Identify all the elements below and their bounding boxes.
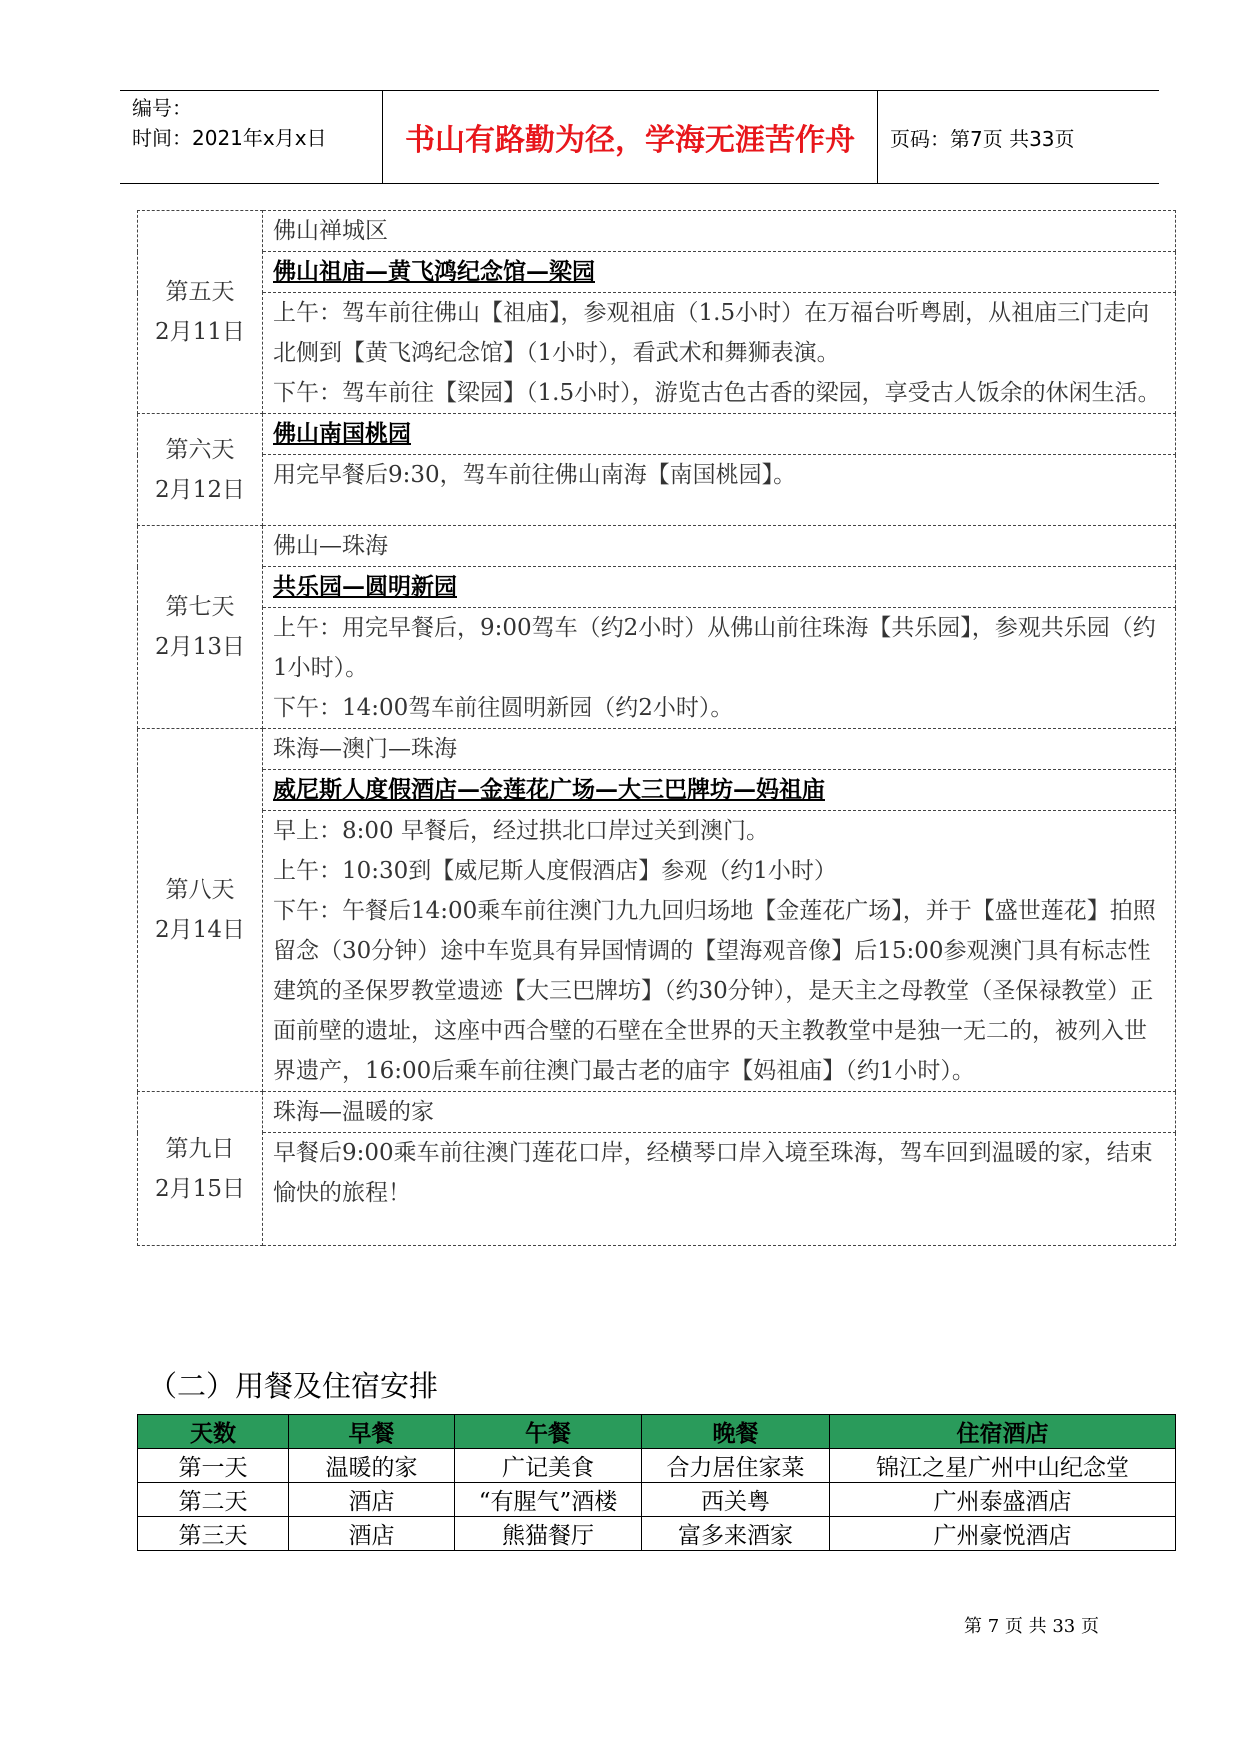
day-label: 第九日 (165, 1135, 235, 1162)
cell-breakfast: 酒店 (289, 1517, 455, 1551)
itinerary-table (137, 210, 1176, 1246)
cell-breakfast: 酒店 (289, 1483, 455, 1517)
detail-line: 下午：午餐后14:00乘车前往澳门九九回归场地【金莲花广场】，并于【盛世莲花】拍照留念（30分钟）途中车览具有异国情调的【望海观音像】后15:00参观澳门具有标志性建筑的圣保罗教堂遗迹【大三巴牌坊】（约30分钟），是天主之母教堂（圣保禄教堂）正面前壁的遗址，这座中西合璧的石壁在全世界的天主教教堂中是独一无二的，被列入世界遗产，16:00后乘车前往澳门最古老的庙宇【妈祖庙】（约1小时）。 (273, 898, 1156, 1084)
day-label: 第五天 (165, 279, 235, 305)
header-motto: 书山有路勤为径，学海无涯苦作舟 (382, 91, 878, 183)
table-row (138, 608, 1176, 729)
day-label: 第七天 (165, 594, 235, 620)
cell-lunch: “有腥气”酒楼 (455, 1483, 642, 1517)
detail-line: 上午：用完早餐后，9:00驾车（约2小时）从佛山前往珠海【共乐园】，参观共乐园（约1小时）。 (273, 615, 1156, 681)
table-row (138, 1517, 1176, 1551)
table-row (138, 455, 1176, 526)
cell-lunch: 广记美食 (455, 1449, 642, 1483)
page-header (120, 90, 1159, 184)
route-cell: 共乐园—圆明新园 (263, 567, 1176, 608)
cell-dinner: 西关粤 (642, 1483, 830, 1517)
details-cell (263, 811, 1176, 1092)
table-row (138, 567, 1176, 608)
day-label: 第八天 (165, 877, 235, 903)
table-row (138, 1092, 1176, 1133)
col-header-breakfast: 早餐 (289, 1415, 455, 1449)
details-cell (263, 608, 1176, 729)
day-cell (138, 729, 263, 1092)
table-row (138, 1133, 1176, 1246)
day-cell (138, 1092, 263, 1246)
detail-line: 上午：10:30到【威尼斯人度假酒店】参观（约1小时） (273, 858, 837, 884)
route-cell: 佛山南国桃园 (263, 414, 1176, 455)
cell-day: 第二天 (138, 1483, 289, 1517)
route-cell: 佛山祖庙—黄飞鸿纪念馆—梁园 (263, 252, 1176, 293)
table-row (138, 526, 1176, 567)
detail-line: 下午：驾车前往【梁园】（1.5小时），游览古色古香的梁园，享受古人饭余的休闲生活。 (273, 380, 1161, 406)
details-cell (263, 455, 1176, 526)
table-row (138, 211, 1176, 252)
region-cell: 佛山禅城区 (263, 211, 1176, 252)
day-cell (138, 526, 263, 729)
cell-dinner: 合力居住家菜 (642, 1449, 830, 1483)
meal-header-row (138, 1415, 1176, 1449)
day-date: 2月15日 (155, 1175, 245, 1202)
cell-hotel: 广州豪悦酒店 (830, 1517, 1176, 1551)
document-time: 时间：2021年x月x日 (132, 126, 327, 150)
day-date: 2月11日 (155, 319, 245, 345)
day-date: 2月12日 (155, 476, 245, 503)
table-row (138, 729, 1176, 770)
page-footer: 第 7 页 共 33 页 (964, 1616, 1099, 1637)
col-header-days: 天数 (138, 1415, 289, 1449)
cell-lunch: 熊猫餐厅 (455, 1517, 642, 1551)
col-header-dinner: 晚餐 (642, 1415, 830, 1449)
day-cell (138, 414, 263, 526)
cell-hotel: 广州泰盛酒店 (830, 1483, 1176, 1517)
detail-line: 用完早餐后9:30，驾车前往佛山南海【南国桃园】。 (273, 462, 797, 488)
details-cell (263, 293, 1176, 414)
cell-day: 第三天 (138, 1517, 289, 1551)
table-row (138, 293, 1176, 414)
meal-table (137, 1414, 1176, 1551)
region-cell: 佛山—珠海 (263, 526, 1176, 567)
day-label: 第六天 (165, 436, 235, 463)
day-cell (138, 211, 263, 414)
col-header-lunch: 午餐 (455, 1415, 642, 1449)
section-title: （二）用餐及住宿安排 (148, 1369, 439, 1403)
detail-line: 早餐后9:00乘车前往澳门莲花口岸，经横琴口岸入境至珠海，驾车回到温暖的家，结束愉快的旅程！ (273, 1140, 1153, 1206)
detail-line: 下午：14:00驾车前往圆明新园（约2小时）。 (273, 695, 734, 721)
table-row (138, 811, 1176, 1092)
document-number: 编号： (132, 96, 192, 120)
table-row (138, 414, 1176, 455)
region-cell: 珠海—温暖的家 (263, 1092, 1176, 1133)
table-row (138, 1483, 1176, 1517)
route-cell: 威尼斯人度假酒店—金莲花广场—大三巴牌坊—妈祖庙 (263, 770, 1176, 811)
table-row (138, 770, 1176, 811)
header-page-number: 页码：第7页 共33页 (890, 126, 1075, 151)
region-cell: 珠海—澳门—珠海 (263, 729, 1176, 770)
day-date: 2月13日 (155, 634, 245, 660)
day-date: 2月14日 (155, 917, 245, 943)
detail-line: 早上：8:00 早餐后，经过拱北口岸过关到澳门。 (273, 818, 769, 844)
cell-hotel: 锦江之星广州中山纪念堂 (830, 1449, 1176, 1483)
table-row (138, 252, 1176, 293)
col-header-hotel: 住宿酒店 (830, 1415, 1176, 1449)
details-cell (263, 1133, 1176, 1246)
table-row (138, 1449, 1176, 1483)
cell-day: 第一天 (138, 1449, 289, 1483)
header-meta (132, 93, 372, 153)
cell-breakfast: 温暖的家 (289, 1449, 455, 1483)
detail-line: 上午：驾车前往佛山【祖庙】，参观祖庙（1.5小时）在万福台听粤剧，从祖庙三门走向北侧到【黄飞鸿纪念馆】（1小时），看武术和舞狮表演。 (273, 300, 1150, 366)
cell-dinner: 富多来酒家 (642, 1517, 830, 1551)
